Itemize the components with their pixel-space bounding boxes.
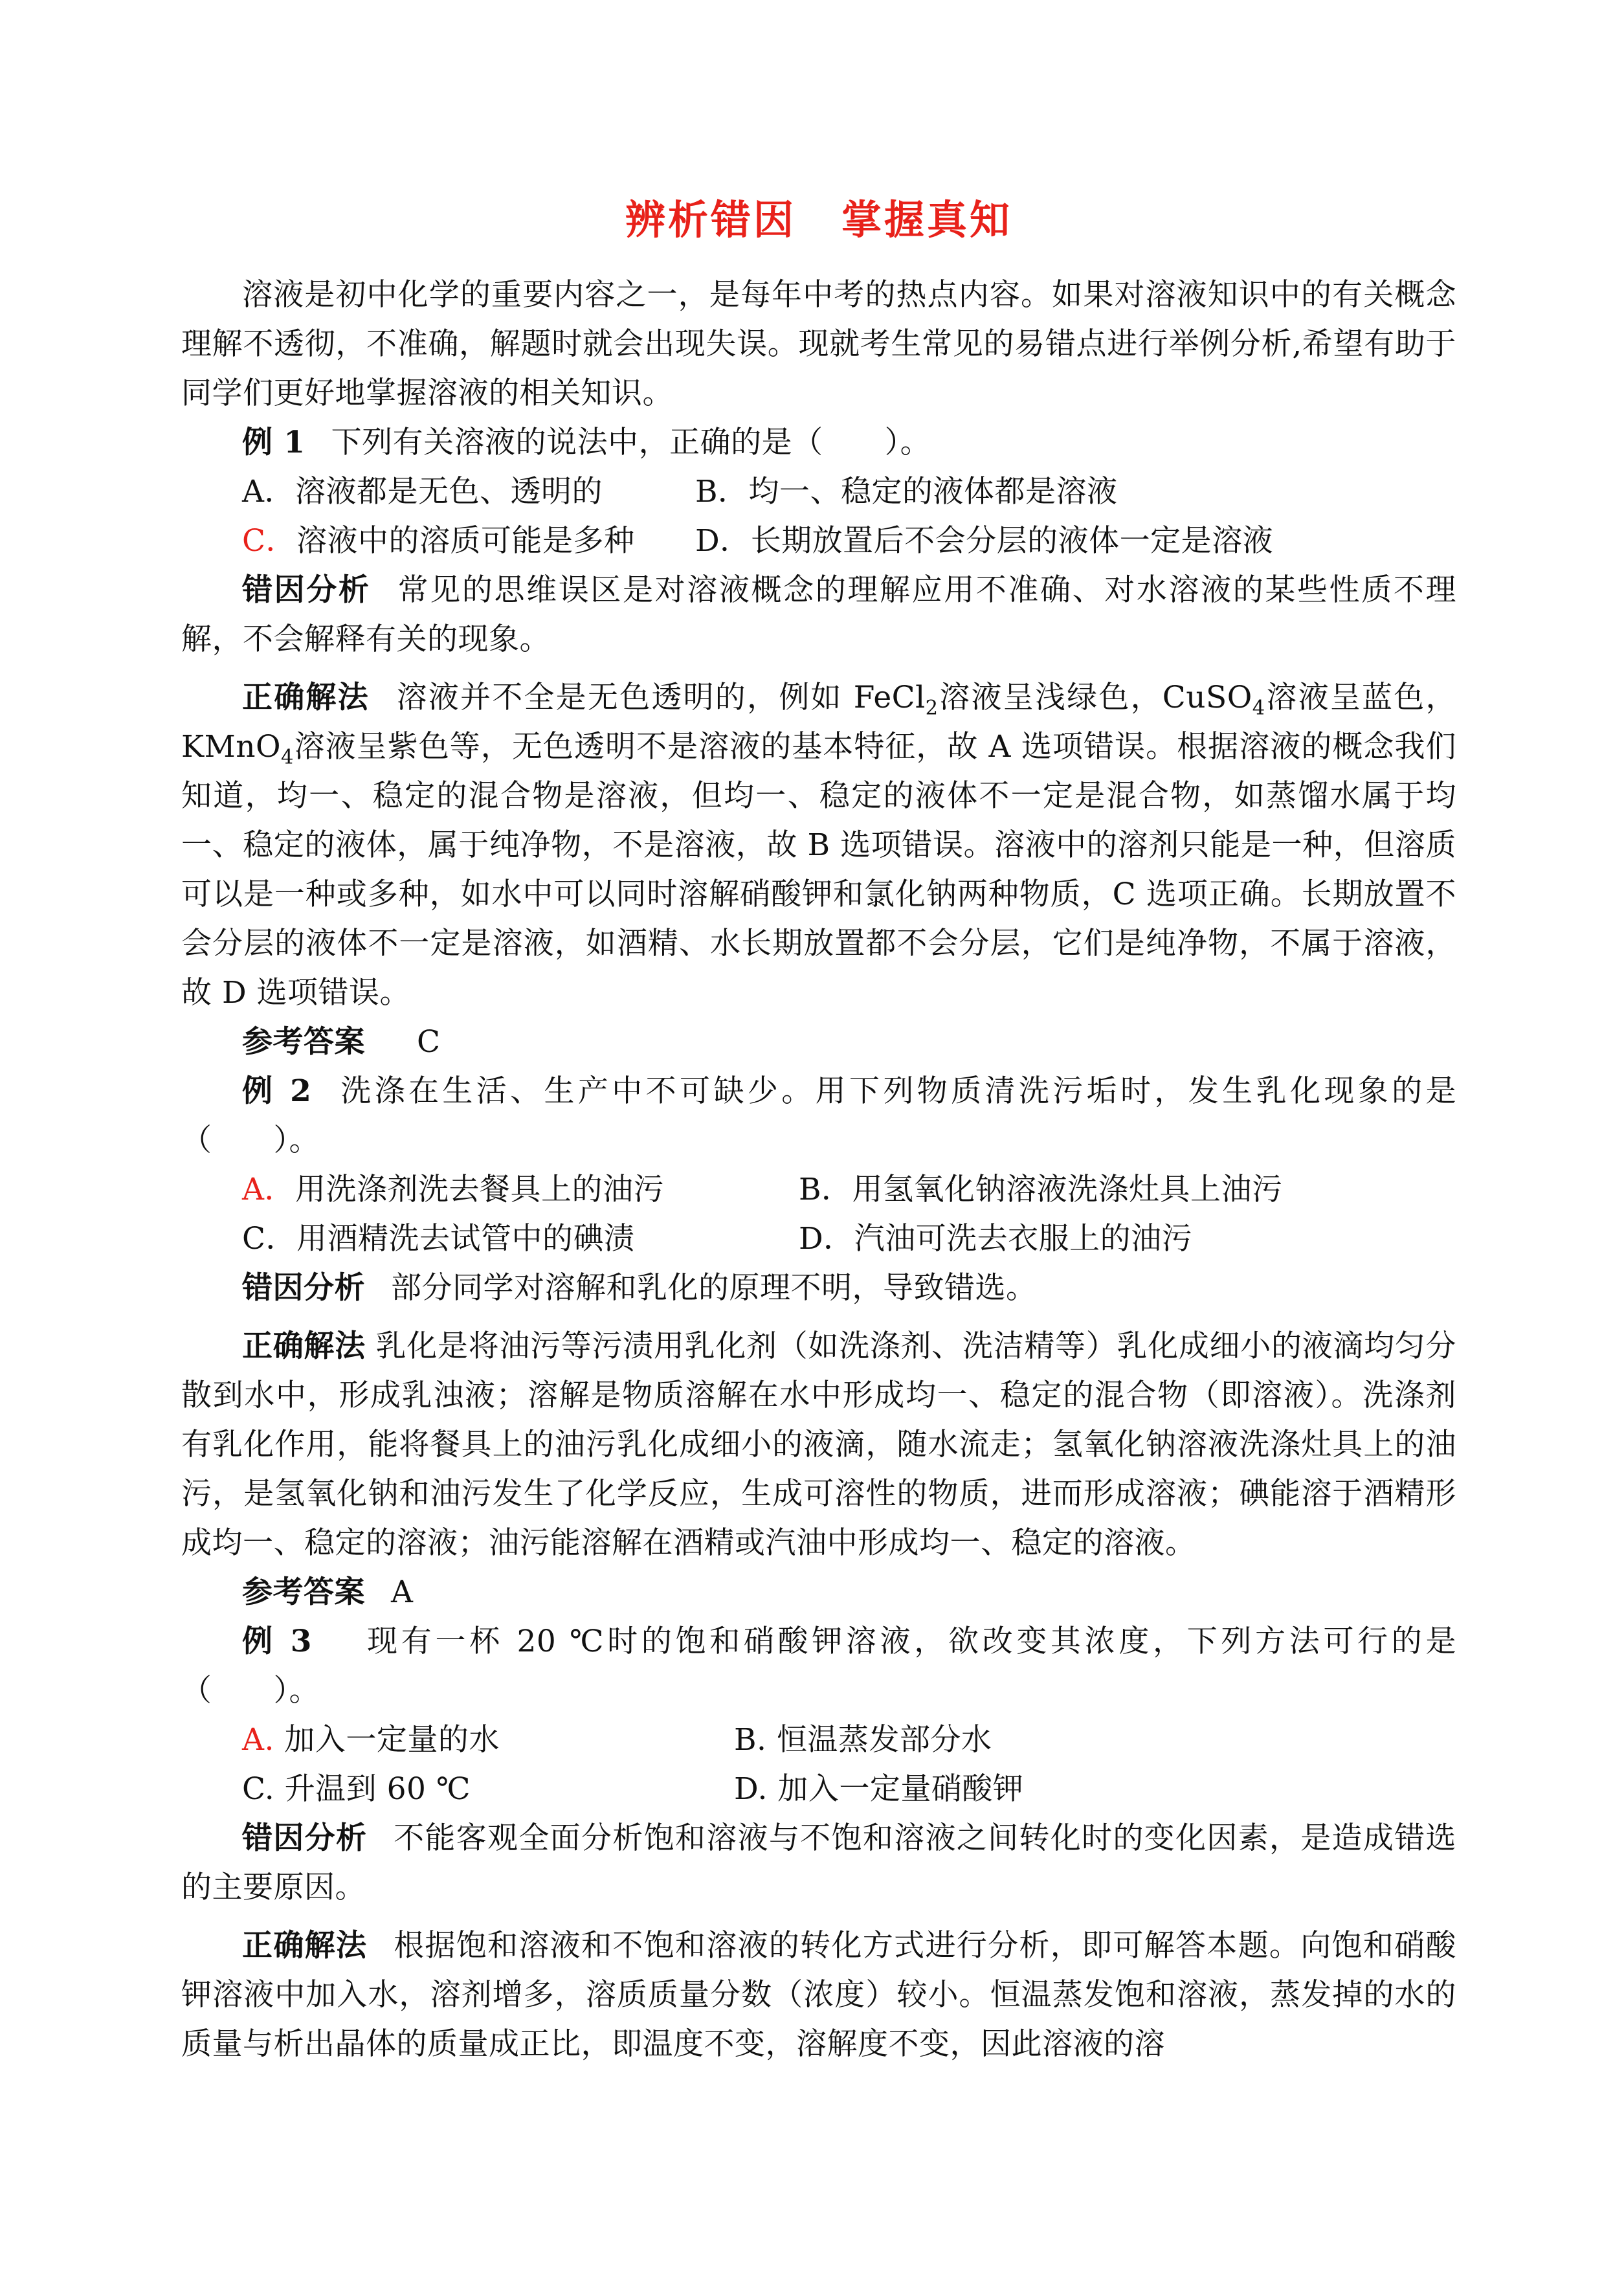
- example-1-options-row-2: [181, 517, 1456, 566]
- example-1-option-b: [695, 467, 1118, 517]
- example-3-option-b: [734, 1716, 992, 1765]
- example-2-option-a: [242, 1165, 799, 1214]
- example-3-question-text: 现有一杯 20 ℃时的饱和硝酸钾溶液，欲改变其浓度，下列方法可行的是（ ）。: [181, 1624, 1456, 1708]
- error-analysis-text: 不能客观全面分析饱和溶液与不饱和溶液之间转化时的变化因素，是造成错选的主要原因。: [181, 1820, 1457, 1905]
- example-3-options-row-1: [181, 1716, 1456, 1765]
- example-1-option-c: [242, 517, 695, 566]
- answer-value: A: [391, 1574, 414, 1610]
- option-letter: B．: [695, 474, 749, 509]
- correct-method-label: 正确解法: [242, 1328, 366, 1364]
- example-2-option-d: [799, 1214, 1192, 1264]
- answer-label: 参考答案: [242, 1024, 365, 1060]
- error-analysis-label: 错因分析: [242, 1820, 368, 1856]
- method-text: 乳化是将油污等污渍用乳化剂（如洗涤剂、洗洁精等）乳化成细小的液滴均匀分散到水中，形成乳浊液；溶解是物质溶解在水中形成均一、稳定的混合物（即溶液）。洗涤剂有乳化作用，能将餐具上的油污乳化成细小的液滴，随水流走；氢氧化钠溶液洗涤灶具上的油污，是氢氧化钠和油污发生了化学反应，生成可溶性的物质，进而形成溶液；碘能溶于酒精形成均一、稳定的溶液；油污能溶解在酒精或汽油中形成均一、稳定的溶液。: [181, 1328, 1456, 1561]
- option-text: 加入一定量硝酸钾: [777, 1771, 1024, 1807]
- example-3-error-analysis: [181, 1814, 1456, 1912]
- example-3-option-c: [242, 1765, 734, 1814]
- example-1-options-row-1: [181, 467, 1456, 517]
- example-2-option-c: [242, 1214, 799, 1264]
- example-2-question: [181, 1067, 1456, 1165]
- example-2-options-row-2: [181, 1214, 1456, 1264]
- option-letter: C．: [242, 1221, 296, 1257]
- option-letter: D．: [695, 523, 751, 559]
- option-text: 均一、稳定的液体都是溶液: [748, 474, 1118, 509]
- method-text: 溶液并不全是无色透明的，例如 FeCl: [395, 680, 926, 715]
- option-letter-correct: A．: [242, 1172, 295, 1207]
- option-letter-correct: C．: [242, 523, 296, 559]
- example-1-error-analysis: [181, 566, 1456, 664]
- example-3-question: [181, 1617, 1456, 1716]
- subscript: 2: [925, 697, 939, 720]
- option-text: 长期放置后不会分层的液体一定是溶液: [750, 523, 1274, 559]
- option-text: 用氢氧化钠溶液洗涤灶具上油污: [852, 1172, 1283, 1207]
- option-text: 溶液都是无色、透明的: [295, 474, 603, 509]
- example-2-option-b: [799, 1165, 1283, 1214]
- option-text: 用洗涤剂洗去餐具上的油污: [295, 1172, 664, 1207]
- option-letter-correct: A.: [242, 1722, 274, 1758]
- method-text: 溶液呈紫色等，无色透明不是溶液的基本特征，故 A 选项错误。根据溶液的概念我们知道，均一、稳定的混合物是溶液，但均一、稳定的液体不一定是混合物，如蒸馏水属于均一、稳定的液体，属于纯净物，不是溶液，故 B 选项错误。溶液中的溶剂只能是一种，但溶质可以是一种或多种，如水中可以同时溶解硝酸钾和氯化钠两种物质，C 选项正确。长期放置不会分层的液体不一定是溶液，如酒精、水长期放置都不会分层，它们是纯净物，不属于溶液，故 D 选项错误。: [181, 729, 1456, 1011]
- example-1-label: 例 1: [242, 425, 306, 460]
- method-text: 溶液呈蓝色，KMnO: [181, 680, 1457, 765]
- error-analysis-label: 错因分析: [242, 1270, 365, 1306]
- example-3-options-row-2: [181, 1765, 1456, 1814]
- correct-method-label: 正确解法: [242, 1928, 368, 1963]
- error-analysis-label: 错因分析: [242, 572, 371, 608]
- option-text: 用酒精洗去试管中的碘渍: [296, 1221, 635, 1257]
- error-analysis-text: 常见的思维误区是对溶液概念的理解应用不准确、对水溶液的某些性质不理解，不会解释有关的现象。: [181, 572, 1457, 657]
- option-letter: D.: [734, 1771, 768, 1807]
- option-text: 汽油可洗去衣服上的油污: [854, 1221, 1193, 1257]
- error-analysis-text: 部分同学对溶解和乳化的原理不明，导致错选。: [391, 1270, 1037, 1306]
- example-1-question: [181, 418, 1456, 467]
- option-letter: B．: [799, 1172, 852, 1207]
- option-letter: B.: [734, 1722, 767, 1758]
- example-3-option-a: [242, 1716, 734, 1765]
- example-3-option-d: [734, 1765, 1023, 1814]
- option-text: 升温到 60 ℃: [284, 1771, 471, 1807]
- title-part-1: 辨析错因: [625, 196, 796, 243]
- example-2-error-analysis: [181, 1264, 1456, 1313]
- correct-method-label: 正确解法: [242, 680, 370, 715]
- answer-value: C: [417, 1024, 441, 1060]
- example-1-question-text: 下列有关溶液的说法中，正确的是（ ）。: [331, 425, 931, 460]
- example-2-answer: [181, 1568, 1456, 1617]
- example-2-question-text: 洗涤在生活、生产中不可缺少。用下列物质清洗污垢时，发生乳化现象的是（ ）。: [181, 1073, 1456, 1158]
- option-text: 恒温蒸发部分水: [776, 1722, 992, 1758]
- answer-label: 参考答案: [242, 1574, 365, 1610]
- example-2-options-row-1: [181, 1165, 1456, 1214]
- example-1-option-d: [695, 517, 1273, 566]
- example-2-label: 例 2: [242, 1073, 312, 1109]
- page-title: [181, 194, 1456, 246]
- example-1-correct-method: [181, 673, 1456, 1018]
- example-3-label: 例 3: [242, 1624, 312, 1659]
- option-text: 溶液中的溶质可能是多种: [296, 523, 635, 559]
- example-1-answer: [181, 1018, 1456, 1067]
- option-letter: A．: [242, 474, 295, 509]
- document-page: [181, 194, 1456, 2069]
- method-text: 溶液呈浅绿色，CuSO: [938, 680, 1252, 715]
- example-1-option-a: [242, 467, 695, 517]
- method-text: 根据饱和溶液和不饱和溶液的转化方式进行分析，即可解答本题。向饱和硝酸钾溶液中加入水，溶剂增多，溶质质量分数（浓度）较小。恒温蒸发饱和溶液，蒸发掉的水的质量与析出晶体的质量成正比，即温度不变，溶解度不变，因此溶液的溶: [181, 1928, 1457, 2062]
- option-letter: D．: [799, 1221, 854, 1257]
- example-3-correct-method: [181, 1921, 1456, 2069]
- subscript: 4: [1252, 697, 1265, 720]
- title-part-2: 掌握真知: [841, 196, 1013, 243]
- option-letter: C.: [242, 1771, 275, 1807]
- intro-paragraph: 溶液是初中化学的重要内容之一，是每年中考的热点内容。如果对溶液知识中的有关概念理解不透彻，不准确，解题时就会出现失误。现就考生常见的易错点进行举例分析,希望有助于同学们更好地掌握溶液的相关知识。: [181, 277, 1456, 411]
- option-text: 加入一定量的水: [284, 1722, 500, 1758]
- example-2-correct-method: [181, 1322, 1456, 1568]
- subscript: 4: [281, 746, 294, 769]
